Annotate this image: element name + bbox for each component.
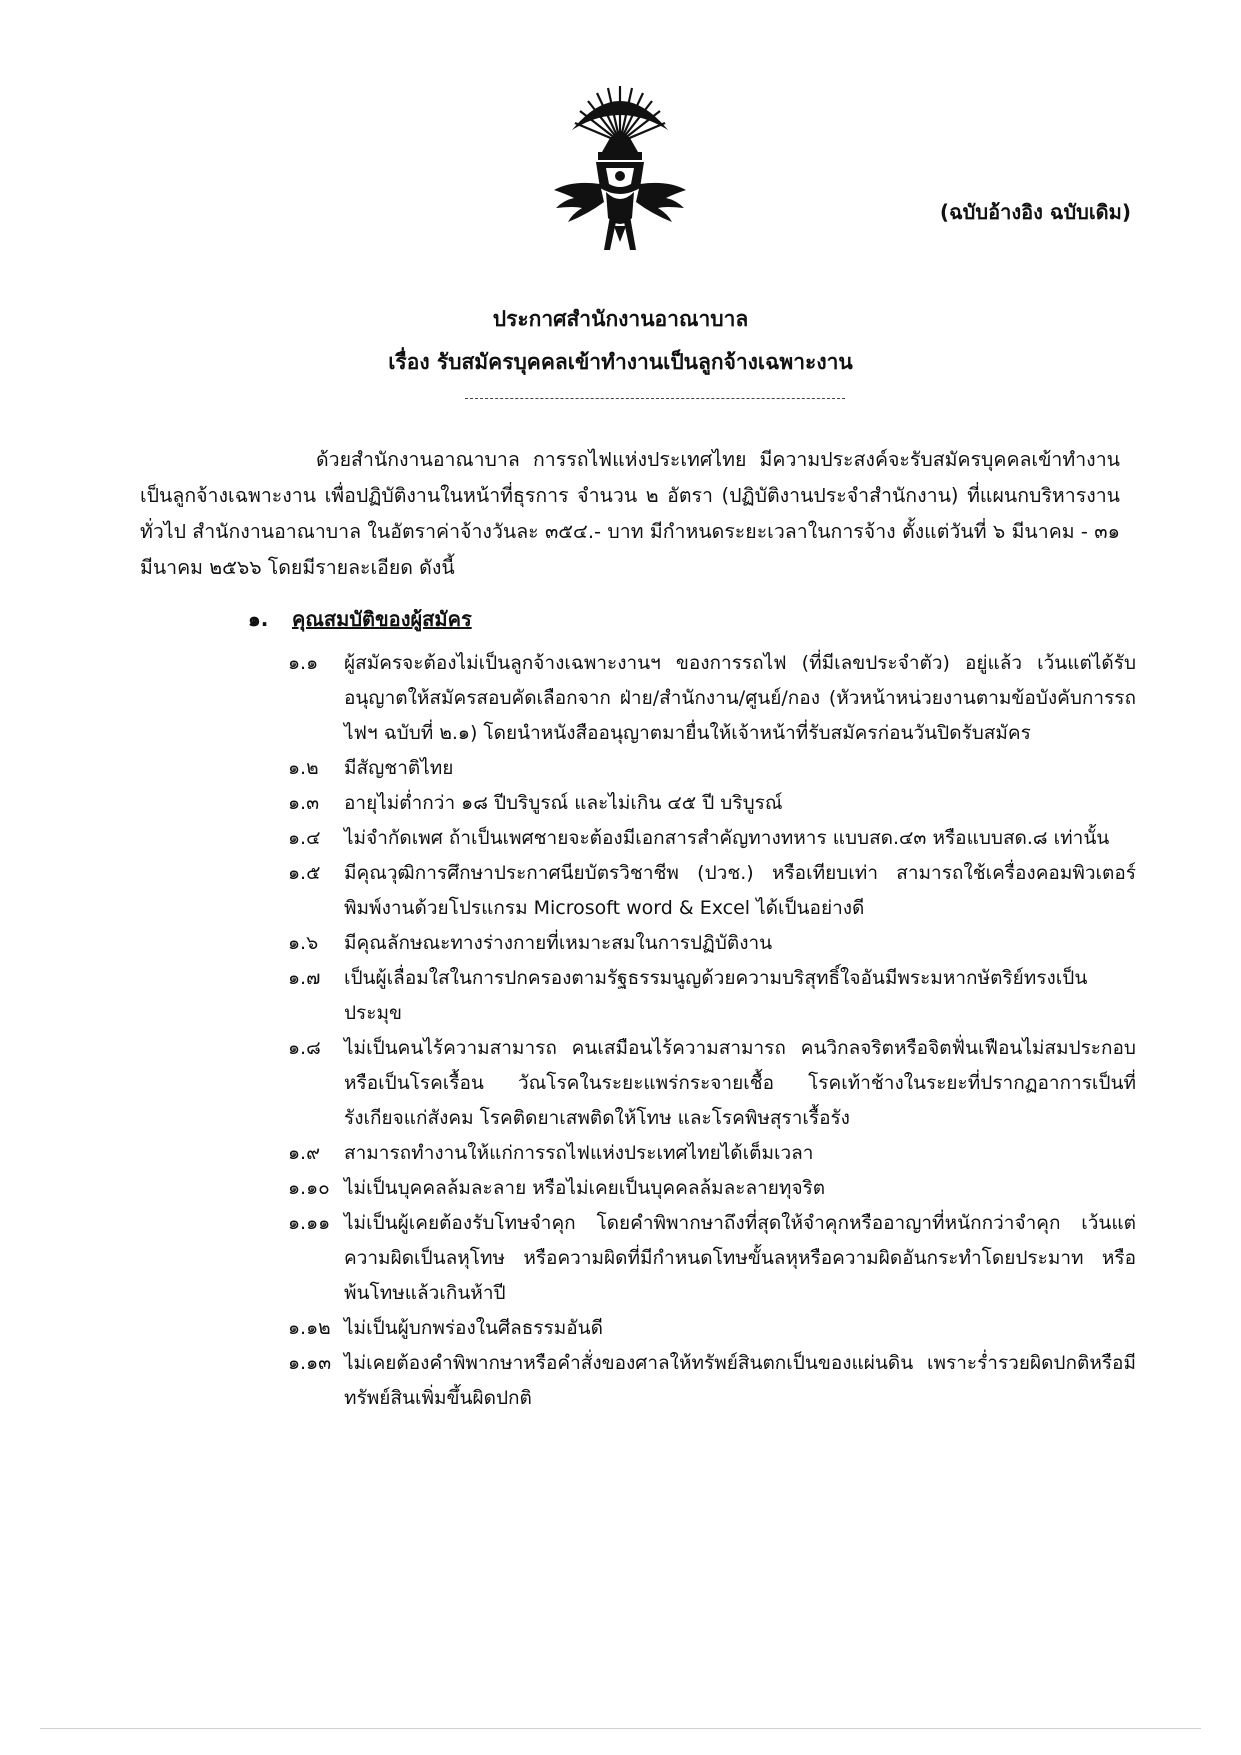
announcement-subject: เรื่อง รับสมัครบุคคลเข้าทำงานเป็นลูกจ้างเฉพาะงาน [388,350,853,374]
item-number: ๑.๑ [288,652,319,674]
list-item [288,751,1136,786]
page-bottom-line [40,1728,1201,1729]
list-item [288,1206,1136,1311]
list-item [288,1171,1136,1206]
item-number: ๑.๑๑ [288,1212,331,1234]
list-item [288,1311,1136,1346]
item-text: มีคุณลักษณะทางร่างกายที่เหมาะสมในการปฏิบัติงาน [344,932,773,954]
list-item [288,646,1136,751]
item-number: ๑.๑๒ [288,1317,331,1339]
announcement-title: ประกาศสำนักงานอาณาบาล [492,307,749,331]
section-title: คุณสมบัติของผู้สมัคร [292,607,472,631]
item-text: สามารถทำงานให้แก่การรถไฟแห่งประเทศไทยได้เต็มเวลา [344,1142,814,1164]
list-item [288,786,1136,821]
item-text: ผู้สมัครจะต้องไม่เป็นลูกจ้างเฉพาะงานฯ ของการรถไฟ (ที่มีเลขประจำตัว) อยู่แล้ว เว้นแต่ได้รับอนุญาตให้สมัครสอบคัดเลือกจาก ฝ่าย/สำนักงาน/ศูนย์/กอง (หัวหน้าหน่วยงานตามข้อบังคับการรถไฟฯ ฉบับที่ ๒.๑) โดยนำหนังสืออนุญาตมายื่นให้เจ้าหน้าที่รับสมัครก่อนวันปิดรับสมัคร [344,652,1136,744]
list-item [288,926,1136,961]
item-text: มีสัญชาติไทย [344,757,454,779]
intro-paragraph [140,442,1120,586]
qualification-list [288,646,1136,1416]
srt-garuda-emblem-icon [552,80,688,260]
section-number: ๑. [248,607,269,631]
list-item [288,961,1136,1031]
item-number: ๑.๕ [288,862,321,884]
title-separator [465,398,845,399]
intro-text: ด้วยสำนักงานอาณาบาล การรถไฟแห่งประเทศไทย มีความประสงค์จะรับสมัครบุคคลเข้าทำงานเป็นลูกจ้างเฉพาะงาน เพื่อปฏิบัติงานในหน้าที่ธุรการ จำนวน ๒ อัตรา (ปฏิบัติงานประจำสำนักงาน) ที่แผนกบริหารงานทั่วไป สำนักงานอาณาบาล ในอัตราค่าจ้างวันละ ๓๕๔.- บาท มีกำหนดระยะเวลาในการจ้าง ตั้งแต่วันที่ ๖ มีนาคม - ๓๑ มีนาคม ๒๕๖๖ โดยมีรายละเอียด ดังนี้ [140,448,1120,579]
item-text: เป็นผู้เลื่อมใสในการปกครองตามรัฐธรรมนูญด้วยความบริสุทธิ์ใจอันมีพระมหากษัตริย์ทรงเป็นประมุข [344,967,1088,1024]
list-item [288,1346,1136,1416]
item-text: ไม่เป็นบุคคลล้มละลาย หรือไม่เคยเป็นบุคคลล้มละลายทุจริต [344,1177,826,1199]
item-text: อายุไม่ต่ำกว่า ๑๘ ปีบริบูรณ์ และไม่เกิน ๔๕ ปี บริบูรณ์ [344,792,783,814]
item-number: ๑.๘ [288,1037,321,1059]
edition-note: (ฉบับอ้างอิง ฉบับเดิม) [939,200,1131,224]
item-number: ๑.๓ [288,792,320,814]
item-text: มีคุณวุฒิการศึกษาประกาศนียบัตรวิชาชีพ (ปวช.) หรือเทียบเท่า สามารถใช้เครื่องคอมพิวเตอร์พิมพ์งานด้วยโปรแกรม Microsoft word & Excel ได้เป็นอย่างดี [344,862,1136,919]
item-number: ๑.๒ [288,757,319,779]
item-number: ๑.๖ [288,932,319,954]
item-text: ไม่เป็นผู้เคยต้องรับโทษจำคุก โดยคำพิพากษาถึงที่สุดให้จำคุกหรืออาญาที่หนักกว่าจำคุก เว้นแต่ความผิดเป็นลหุโทษ หรือความผิดที่มีกำหนดโทษขั้นลหุหรือความผิดอันกระทำโดยประมาท หรือพ้นโทษแล้วเกินห้าปี [344,1212,1136,1304]
list-item [288,856,1136,926]
item-text: ไม่เป็นคนไร้ความสามารถ คนเสมือนไร้ความสามารถ คนวิกลจริตหรือจิตฟั่นเฟือนไม่สมประกอบหรือเป็นโรคเรื้อน วัณโรคในระยะแพร่กระจายเชื้อ โรคเท้าช้างในระยะที่ปรากฏอาการเป็นที่รังเกียจแก่สังคม โรคติดยาเสพติดให้โทษ และโรคพิษสุราเรื้อรัง [344,1037,1136,1129]
list-item [288,821,1136,856]
section-heading [248,603,472,635]
list-item [288,1031,1136,1136]
item-number: ๑.๗ [288,967,321,989]
item-number: ๑.๑๓ [288,1352,332,1374]
item-number: ๑.๔ [288,827,321,849]
item-number: ๑.๙ [288,1142,321,1164]
list-item [288,1136,1136,1171]
item-number: ๑.๑๐ [288,1177,330,1199]
item-text: ไม่เคยต้องคำพิพากษาหรือคำสั่งของศาลให้ทรัพย์สินตกเป็นของแผ่นดิน เพราะร่ำรวยผิดปกติหรือมีทรัพย์สินเพิ่มขึ้นผิดปกติ [344,1352,1136,1409]
item-text: ไม่เป็นผู้บกพร่องในศีลธรรมอันดี [344,1317,603,1339]
item-text: ไม่จำกัดเพศ ถ้าเป็นเพศชายจะต้องมีเอกสารสำคัญทางทหาร แบบสด.๔๓ หรือแบบสด.๘ เท่านั้น [344,827,1110,849]
